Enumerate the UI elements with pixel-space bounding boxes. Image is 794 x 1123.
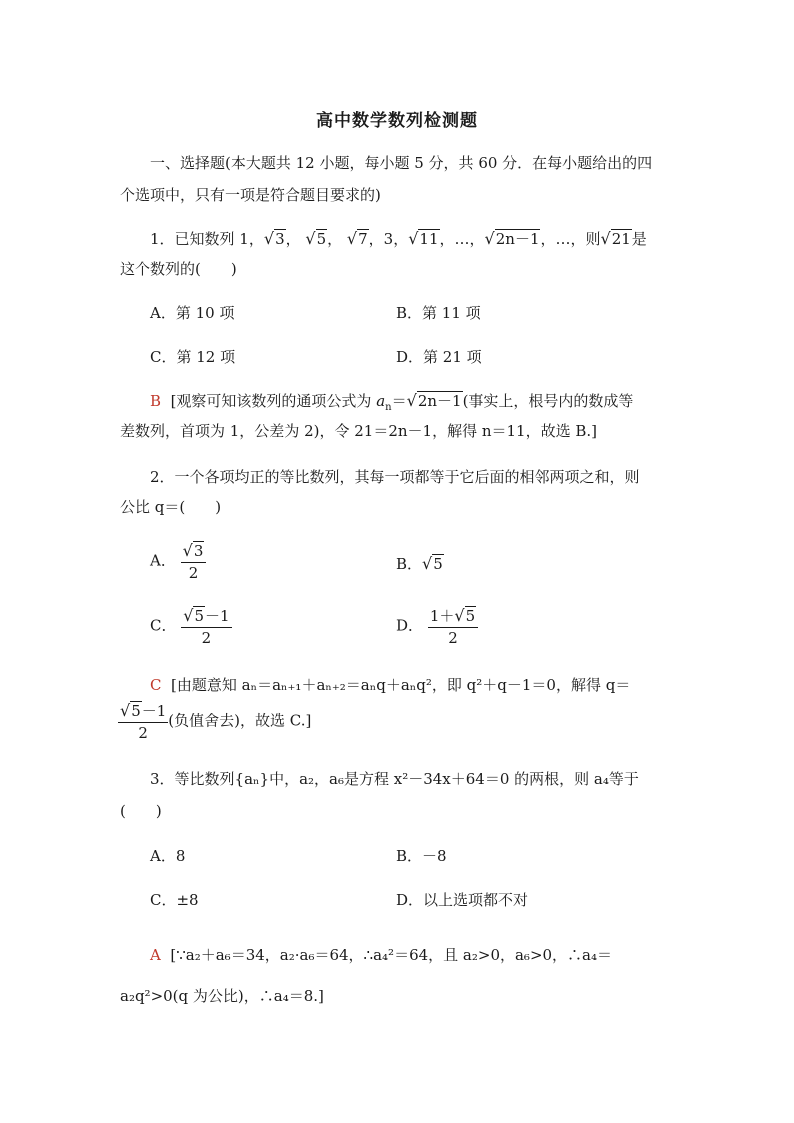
q2-option-a [150, 540, 206, 583]
section-instructions-line2: 个选项中，只有一项是符合题目要求的) [120, 186, 381, 204]
q3-option-a: A．8 [150, 847, 186, 865]
q2-answer-letter: C [150, 676, 162, 694]
q2-option-a-fraction: $\frac{√3}{2}$ [181, 540, 207, 583]
q2-answer-num: 5 [131, 702, 141, 720]
q3-stem-line1: 3．等比数列{aₙ}中，a₂，a₆是方程 x²－34x＋64＝0 的两根，则 a₄等于 [150, 770, 639, 788]
q1-suffix: 是 [631, 230, 647, 248]
q2-option-d [396, 605, 478, 648]
q1-answer-letter: B [150, 392, 162, 410]
q2-option-d-fraction: $\frac{1+√5}{2}$ [428, 605, 478, 648]
q2-answer-num-tail: －1 [141, 702, 167, 720]
q2-option-a-label: A． [150, 551, 176, 570]
q1-sqrt5: 5 [316, 230, 327, 248]
q3-option-b: B．－8 [396, 847, 447, 865]
q2-option-a-den: 2 [188, 564, 199, 582]
q2-option-d-num-head: 1＋ [429, 607, 455, 625]
q2-option-c-label: C． [150, 616, 177, 635]
q2-option-a-num: 3 [193, 542, 204, 560]
q2-answer-den: 2 [138, 724, 148, 742]
q1-three: ，3， [368, 230, 409, 248]
q1-answer-line1: B [观察可知该数列的通项公式为 $a_n=√2n-1$(事实上，根号内的数成等 [150, 391, 634, 413]
q2-answer-fraction: $\frac{√5-1}{2}$ [120, 701, 167, 742]
q2-option-c-fraction: $\frac{√5-1}{2}$ [183, 606, 230, 647]
q3-answer-line1 [150, 944, 612, 966]
q2-answer-text: [由题意知 aₙ＝aₙ₊₁＋aₙ₊₂＝aₙq＋aₙq²，即 q²＋q－1＝0，解得 q＝ [171, 676, 631, 694]
q1-answer-sub-n: n [385, 402, 392, 413]
q3-answer-line2: a₂q²>0(q 为公比)，∴a₄＝8.] [120, 987, 324, 1005]
q1-stem-line1: 1．已知数列 1，√3， √5， √7，3，√11，…，√2n－1，…，则√21是 [150, 229, 647, 248]
q2-option-d-den: 2 [448, 629, 458, 647]
q2-answer-text-tail: (负值舍去)，故选 C.] [168, 711, 312, 730]
q3-option-c: C．±8 [150, 891, 199, 909]
q2-option-c-num: 5 [194, 607, 205, 625]
q1-sqrt11: 11 [419, 230, 439, 248]
q3-answer-letter: A [150, 946, 161, 964]
q1-answer-line2: 差数列，首项为 1，公差为 2)，令 21＝2n－1，解得 n＝11，故选 B.] [120, 422, 598, 440]
q3-option-d: D．以上选项都不对 [396, 891, 529, 909]
q2-option-d-num: 5 [465, 607, 476, 625]
q1-option-b: B．第 11 项 [396, 304, 481, 322]
q2-answer-line1 [150, 674, 630, 696]
q1-answer-text-b: (事实上，根号内的数成等 [462, 392, 634, 410]
q2-stem-line2: 公比 q＝( ) [120, 498, 222, 516]
q1-option-a: A．第 10 项 [150, 304, 235, 322]
q1-option-c: C．第 12 项 [150, 348, 236, 366]
q1-answer-sqrt: 2n－1 [417, 392, 462, 410]
q2-option-d-label: D． [396, 616, 424, 635]
q1-answer-eq: ＝ [391, 392, 407, 410]
q2-option-c-num-tail: －1 [205, 607, 230, 625]
q1-sqrt21: 21 [611, 230, 631, 248]
q2-option-b-label: B． [396, 555, 423, 573]
q1-stem-line2: 这个数列的( ) [120, 260, 237, 278]
q1-sqrt3: 3 [275, 230, 285, 248]
q1-answer-an: a [376, 392, 386, 410]
section-instructions-line1: 一、选择题(本大题共 12 小题，每小题 5 分，共 60 分．在每小题给出的四 [150, 154, 653, 172]
q3-answer-text: [∵a₂＋a₆＝34，a₂·a₆＝64，∴a₄²＝64，且 a₂>0，a₆>0，∴a₄＝ [170, 946, 613, 964]
q1-sqrt7: 7 [358, 230, 368, 248]
q2-answer-line2 [118, 700, 311, 743]
q2-option-b: B．√5 [396, 554, 443, 573]
q1-dots2: ，…，则 [540, 230, 601, 248]
q1-sqrt2n: 2n－1 [495, 230, 540, 248]
q1-dots: ，…， [439, 230, 485, 248]
q3-stem-line2: ( ) [120, 802, 162, 820]
q2-stem-line1: 2．一个各项均正的等比数列，其每一项都等于它后面的相邻两项之和，则 [150, 468, 640, 486]
q2-option-c-den: 2 [201, 629, 212, 647]
q1-option-d: D．第 21 项 [396, 348, 482, 366]
q1-answer-text-a: [观察可知该数列的通项公式为 [170, 392, 377, 410]
q1-prefix: 1．已知数列 1， [150, 230, 264, 248]
page-title: 高中数学数列检测题 [316, 111, 478, 131]
q2-option-c [150, 605, 232, 648]
q2-option-b-sqrt: 5 [433, 555, 443, 573]
